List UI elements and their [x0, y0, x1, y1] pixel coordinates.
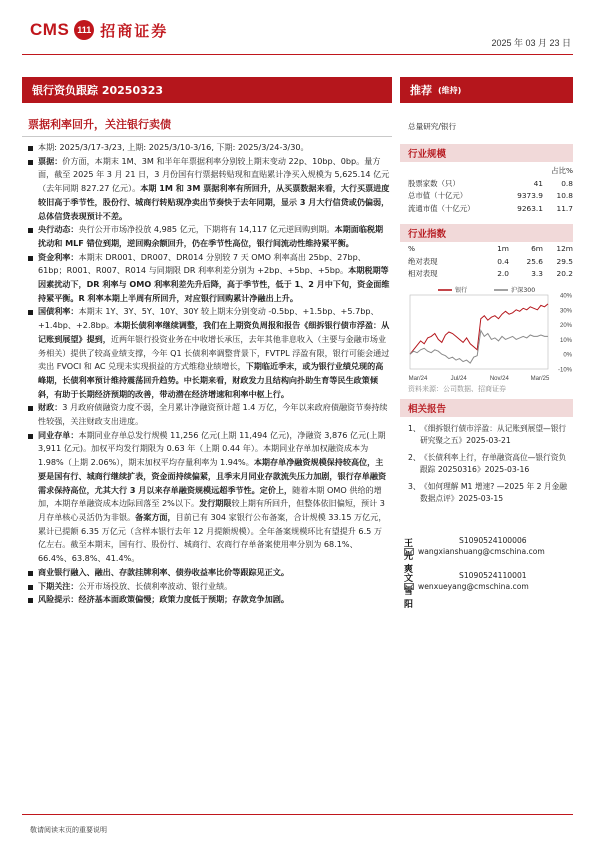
- tracking-text: 商业银行融入、融出、存款挂牌利率、债券收益率比价等跟踪见正文。: [38, 566, 289, 577]
- fiscal-label: 财政：: [38, 402, 63, 413]
- y-tick-label: -10%: [557, 367, 572, 374]
- logo-cms-text: CMS: [30, 20, 70, 39]
- table-cell: 9263.1: [517, 203, 543, 213]
- y-tick-label: 30%: [559, 308, 572, 315]
- related-report-text: 《长债利率上行，存单融资高位—银行资负跟踪 20250316》2025-03-16: [420, 453, 567, 474]
- bullet-icon: [28, 598, 33, 603]
- table-header-row: [408, 243, 573, 256]
- bullet-icon: [28, 434, 33, 439]
- x-tick-label: Mar/25: [530, 376, 550, 382]
- table-cell: 29.5: [556, 256, 573, 266]
- y-tick-label: 0%: [563, 352, 572, 359]
- bullet-period: [28, 141, 390, 155]
- table-cell: 10.8: [556, 191, 573, 201]
- table-cell: 2.0: [497, 269, 509, 279]
- table-cell: 11.7: [556, 203, 573, 213]
- table-cell: 25.6: [526, 256, 543, 266]
- related-reports-heading: 相关报告: [400, 399, 573, 417]
- related-report-item[interactable]: [408, 423, 573, 446]
- risk-label: 风险提示：: [38, 594, 79, 605]
- table-cell: %: [408, 244, 416, 253]
- bullet-risk: [28, 593, 390, 607]
- bullet-funding-rates: [28, 251, 390, 306]
- table-cell: 相对表现: [408, 269, 438, 279]
- fiscal-text: 3 月政府债融资力度不弱，全月累计净融资预计超 1.4 万亿，今年以来政府债融资节奏持续性较强，关注财政支出进度。: [38, 402, 388, 427]
- series-line: [410, 304, 548, 354]
- legend-label: 银行: [455, 287, 468, 295]
- headline-divider: [22, 136, 392, 137]
- x-tick-label: Nov/24: [489, 376, 509, 382]
- report-headline: 票据利率回升，关注银行卖债: [28, 118, 171, 131]
- table-row: [408, 256, 573, 269]
- table-cell: 6m: [531, 244, 543, 253]
- header-divider: [22, 54, 573, 55]
- performance-chart-svg: [406, 281, 574, 383]
- treasury-label: 国债利率：: [38, 306, 79, 317]
- rating-sub: (维持): [438, 85, 462, 95]
- funding-rates-text: 本期末 DR001、DR007、DR014 分别较 7 天 OMO 利率高出 25bp、27bp、61bp；R001、R007、R014 与同期限 DR 利率利差分别为 +2bp、+5bp、+5bp。: [38, 251, 366, 276]
- treasury-conclusion: 下期临近季末，或为银行业绩兑现的高峰期，长债利率预计维持震荡回升趋势。中长期来看，财政发力且结构向扑助生育等民生政策倾斜，有助于长期经济预期的改善，带动潜在经济增速和利率中枢上行。: [38, 361, 384, 399]
- y-tick-label: 10%: [559, 337, 572, 344]
- table-cell: 1m: [497, 244, 509, 253]
- bullet-icon: [28, 228, 33, 233]
- x-tick-label: Jul/24: [450, 376, 467, 382]
- next-focus-text: 公开市场投放、长债利率波动、银行业绩。: [78, 580, 233, 591]
- analyst-email-row[interactable]: [404, 582, 529, 591]
- related-reports-list: [408, 423, 573, 511]
- ncd-tenor-text: 较上期有所回升，但整体依旧偏短，预计 3 月存单核心灵活仍为非银。: [38, 498, 385, 522]
- rating-banner: [400, 77, 573, 103]
- table-cell: 12m: [556, 244, 573, 253]
- bullet-icon: [28, 256, 33, 261]
- related-report-item[interactable]: [408, 481, 573, 504]
- table-cell: 20.2: [556, 269, 573, 279]
- bullet-treasury: [28, 305, 390, 401]
- bills-label: 票据：: [38, 155, 63, 166]
- analyst-sac: S1090524100006: [459, 536, 527, 545]
- analyst-email[interactable]: wangxianshuang@cmschina.com: [418, 547, 545, 556]
- bullet-icon: [28, 406, 33, 411]
- bullet-icon: [28, 310, 33, 315]
- ncd-filing-text: 目前已有 304 家银行公布备案，合计规模 33.15 万亿元，累计已提额 6.35 万亿元（含样本银行去年 12 月提额规模）。全年备案规模环比有望提升 6.5 万亿左右。截至本期末，国有行、股份行、城商行、农商行存单备案使用率分别为 68.1%、66.4%、63.8%、41.4%。: [38, 511, 387, 564]
- bullet-icon: [28, 160, 33, 165]
- report-date: 2025 年 03 月 23 日: [491, 38, 571, 48]
- industry-scale-heading: 行业规模: [400, 144, 573, 162]
- company-logo: [30, 18, 168, 42]
- industry-index-heading: 行业指数: [400, 224, 573, 242]
- table-cell: 流通市值（十亿元）: [408, 203, 475, 213]
- analyst-sac: S1090524110001: [459, 571, 527, 580]
- research-type: 总量研究/银行: [408, 122, 457, 131]
- footer-note: 敬请阅读末页的重要说明: [30, 826, 107, 834]
- y-tick-label: 20%: [559, 323, 572, 330]
- table-row: [408, 178, 573, 191]
- table-cell: 0.8: [561, 178, 573, 188]
- analyst-email[interactable]: wenxueyang@cmschina.com: [418, 582, 529, 591]
- logo-cn-text: 招商证券: [100, 21, 169, 40]
- table-cell: 3.3: [531, 269, 543, 279]
- report-body: [28, 141, 390, 607]
- analyst-name: 文雪阳: [404, 574, 414, 610]
- bullet-ncd: [28, 429, 390, 566]
- next-focus-label: 下期关注：: [38, 580, 79, 591]
- table-cell: 41: [533, 178, 543, 188]
- central-bank-text: 央行公开市场净投放 4,985 亿元，下期将有 14,117 亿元逆回购到期。: [78, 224, 335, 235]
- table-cell: 股票家数（只）: [408, 178, 460, 188]
- mail-icon: [404, 583, 414, 590]
- list-number: 2、: [408, 453, 421, 463]
- related-report-item[interactable]: [408, 452, 573, 475]
- table-row: [408, 190, 573, 203]
- chart-source: 资料来源：公司数据、招商证券: [408, 385, 506, 393]
- table-header-row: [408, 165, 573, 178]
- legend-label: 沪深300: [511, 287, 536, 295]
- list-number: 3、: [408, 482, 421, 492]
- table-cell: 9373.9: [517, 191, 543, 201]
- ncd-text: 本期同业存单总发行规模 11,256 亿元(上期 11,494 亿元)，净融资 3,876 亿元(上期 3,911 亿元)。加权平均发行期限为 0.63 年（上期 0.44 年）。本期同业存单加权融资成本为 1.98%（上期 2.06%），期末加权平均存量利率为 1.94%。: [38, 429, 386, 468]
- table-row: [408, 268, 573, 281]
- rating-label: 推荐: [410, 84, 432, 97]
- mail-icon: [404, 548, 414, 555]
- bills-conclusion: 本期 1M 和 3M 票据利率有所回升，从买票数据来看，大行买票进度较旧高于季节性，股份行、城商行转贴现净卖出节奏快于去年同期，显示 3 月大行信贷或仍偏弱，总体信贷表现预计不差。: [38, 183, 390, 221]
- funding-rates-label: 资金利率：: [38, 251, 79, 262]
- y-tick-label: 40%: [559, 293, 572, 300]
- bills-text: 价方面，本期末 1M、3M 和半年年票据利率分别较上期末变动 22p、10bp、0bp。量方面，截至 2025 年 3 月 21 日，3 月份国有行票据转贴现和直贴累计净买入规模为 5,625.14 亿元（去年同期 827.27 亿元）。: [38, 155, 390, 194]
- period-text: 本期: 2025/3/17-3/23, 上期: 2025/3/10-3/16, 下期: 2025/3/24-3/30。: [38, 142, 309, 152]
- footer-divider: [22, 814, 573, 815]
- industry-scale-table: [408, 165, 573, 215]
- table-row: [408, 203, 573, 216]
- treasury-text-2: 近两年银行投资业务在中收增长承压，去年其他非息收入（主要与金融市场业务相关）提供了较高业绩支撑，今年 Q1 长债利率调整背景下，FVTPL 浮盈有限，银行可能会通过卖出 FVOCI 和 AC 兑现未实现损益的方式维稳业绩增长，: [38, 333, 390, 372]
- ncd-tenor-label: 发行期限: [199, 498, 232, 509]
- risk-text: 经济基本面政策偏慢；政策力度低于预期；存款竞争加剧。: [78, 594, 289, 605]
- related-report-text: 《细拆银行债市浮盈：从记账到展望—银行研究聚之五》2025-03-21: [420, 424, 567, 445]
- central-bank-conclusion: 本期面临税期扰动和 MLF 错位到期，逆回购余额回升，仍在季节性高位，银行间流动性维持紧平衡。: [38, 224, 384, 248]
- table-cell: 绝对表现: [408, 256, 438, 266]
- ncd-conclusion: 本期存单净融资规模保持较高位，主要是国有行、城商行继续扩表，资金面持续偏紧，且季末月同业存款流失压力加剧，银行存单融资需求保持高位，尤其大行 3 月以来存单融资规模远超季节性。: [38, 457, 387, 495]
- report-title: 银行资负跟踪 20250323: [32, 84, 164, 97]
- index-performance-chart: [406, 281, 574, 383]
- logo-emblem-icon: 111: [74, 20, 94, 40]
- table-cell: 总市值（十亿元）: [408, 191, 468, 201]
- bullet-bills: [28, 155, 390, 224]
- bullet-icon: [28, 146, 33, 151]
- ncd-label: 同业存单：: [38, 429, 79, 440]
- ncd-pricing-text: 随着本期 OMO 供给的增加，本期存单融资成本边际回落至 2%以下。: [38, 484, 382, 509]
- list-number: 1、: [408, 424, 421, 433]
- analyst-name: 王先爽: [404, 539, 414, 575]
- related-report-text: 《如何理解 M1 增速? —2025 年 2 月金融数据点评》2025-03-15: [420, 482, 567, 503]
- bullet-central-bank: [28, 223, 390, 250]
- bullet-icon: [28, 585, 33, 590]
- industry-index-table: [408, 243, 573, 281]
- bullet-tracking: [28, 566, 390, 580]
- bullet-fiscal: [28, 401, 390, 428]
- central-bank-label: 央行动态：: [38, 224, 79, 235]
- analyst-email-row[interactable]: [404, 547, 545, 556]
- treasury-highlight: 本期长债利率继续调整，我们在上期资负周报和报告《细拆银行债市浮盈：从记账到展望》提到，: [38, 320, 390, 344]
- ncd-filing-label: 备案方面，: [135, 511, 176, 522]
- x-tick-label: Mar/24: [408, 376, 428, 382]
- table-cell: 0.4: [497, 256, 509, 266]
- funding-rates-conclusion: 本期税期等因素扰动下，DR 利率与 OMO 利率利差先升后降，高于季节性，低于 1、2 月中下旬，资金面维持紧平衡。R 利率本期上半周有所回升，对应银行回购累计净融出上升。: [38, 265, 390, 303]
- treasury-text: 本期末 1Y、3Y、5Y、10Y、30Y 较上期末分别变动 -0.5bp、+1.5bp、+5.7bp、+1.4bp、+2.8bp。: [38, 306, 379, 331]
- ncd-pricing-label: 定价上，: [259, 484, 293, 495]
- bullet-next-focus: [28, 580, 390, 594]
- report-title-banner: [22, 77, 392, 103]
- share-header: 占比%: [551, 166, 573, 175]
- bullet-icon: [28, 571, 33, 576]
